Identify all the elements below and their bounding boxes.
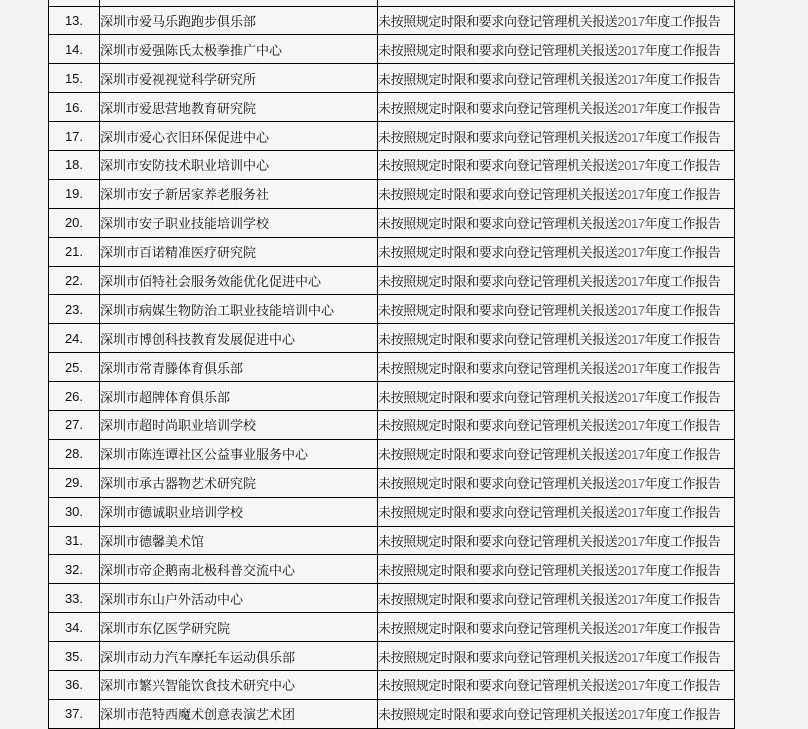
- table-row: [49, 584, 735, 613]
- reason-suffix: 年度工作报告: [644, 533, 721, 549]
- reason-prefix: 未按照规定时限和要求向登记管理机关报送: [378, 302, 618, 318]
- org-name: 深圳市范特西魔术创意表演艺术团: [100, 699, 378, 728]
- violation-reason: [378, 584, 735, 613]
- reason-prefix: 未按照规定时限和要求向登记管理机关报送: [378, 42, 618, 58]
- table-row: [49, 497, 735, 526]
- table-row: [49, 208, 735, 237]
- violation-reason: [378, 208, 735, 237]
- table-row: [49, 150, 735, 179]
- reason-year: 2017: [617, 42, 645, 58]
- reason-year: 2017: [617, 707, 645, 723]
- reason-suffix: 年度工作报告: [644, 591, 721, 607]
- row-number: 34.: [49, 613, 100, 642]
- violation-reason: [378, 237, 735, 266]
- reason-prefix: 未按照规定时限和要求向登记管理机关报送: [378, 620, 618, 636]
- reason-year: 2017: [617, 273, 645, 289]
- reason-year: 2017: [617, 71, 645, 87]
- violation-reason: [378, 179, 735, 208]
- reason-year: 2017: [617, 533, 645, 549]
- violation-reason: [378, 6, 735, 35]
- table-row: [49, 237, 735, 266]
- row-number: 25.: [49, 353, 100, 382]
- row-number: 27.: [49, 410, 100, 439]
- row-number: 17.: [49, 122, 100, 151]
- table-row: [49, 699, 735, 728]
- violation-reason: [378, 64, 735, 93]
- reason-year: 2017: [617, 562, 645, 578]
- reason-suffix: 年度工作报告: [644, 447, 721, 463]
- table-row: [49, 295, 735, 324]
- row-number: 20.: [49, 208, 100, 237]
- violation-reason: [378, 410, 735, 439]
- reason-suffix: 年度工作报告: [644, 71, 721, 87]
- violation-reason: [378, 35, 735, 64]
- org-name: 深圳市德诚职业培训学校: [100, 497, 378, 526]
- reason-suffix: 年度工作报告: [644, 620, 721, 636]
- reason-suffix: 年度工作报告: [644, 302, 721, 318]
- reason-prefix: 未按照规定时限和要求向登记管理机关报送: [378, 273, 618, 289]
- reason-prefix: 未按照规定时限和要求向登记管理机关报送: [378, 591, 618, 607]
- org-name: 深圳市爱马乐跑跑步俱乐部: [100, 6, 378, 35]
- reason-prefix: 未按照规定时限和要求向登记管理机关报送: [378, 505, 618, 521]
- org-name: 深圳市德馨美术馆: [100, 526, 378, 555]
- reason-suffix: 年度工作报告: [644, 216, 721, 232]
- reason-year: 2017: [617, 129, 645, 145]
- table-row: [49, 324, 735, 353]
- org-name: 深圳市常青滕体育俱乐部: [100, 353, 378, 382]
- org-name: 深圳市博创科技教育发展促进中心: [100, 324, 378, 353]
- row-number: 37.: [49, 699, 100, 728]
- reason-prefix: 未按照规定时限和要求向登记管理机关报送: [378, 389, 618, 405]
- table-row: [49, 382, 735, 411]
- table-row: [49, 555, 735, 584]
- reason-prefix: 未按照规定时限和要求向登记管理机关报送: [378, 245, 618, 261]
- org-name: 深圳市安子职业技能培训学校: [100, 208, 378, 237]
- table-body: [49, 0, 735, 728]
- violation-reason: [378, 295, 735, 324]
- reason-year: 2017: [617, 620, 645, 636]
- reason-year: 2017: [617, 158, 645, 174]
- violation-reason: [378, 468, 735, 497]
- row-number: 28.: [49, 439, 100, 468]
- table-row: [49, 122, 735, 151]
- reason-prefix: 未按照规定时限和要求向登记管理机关报送: [378, 71, 618, 87]
- reason-suffix: 年度工作报告: [644, 476, 721, 492]
- reason-prefix: 未按照规定时限和要求向登记管理机关报送: [378, 360, 618, 376]
- table-row: [49, 613, 735, 642]
- org-name: 深圳市繁兴智能饮食技术研究中心: [100, 670, 378, 699]
- reason-prefix: 未按照规定时限和要求向登记管理机关报送: [378, 476, 618, 492]
- reason-prefix: 未按照规定时限和要求向登记管理机关报送: [378, 649, 618, 665]
- row-number: 31.: [49, 526, 100, 555]
- row-number: 32.: [49, 555, 100, 584]
- violation-reason: [378, 526, 735, 555]
- org-name: 深圳市爱思营地教育研究院: [100, 93, 378, 122]
- reason-year: 2017: [617, 447, 645, 463]
- reason-year: 2017: [617, 216, 645, 232]
- row-number: 22.: [49, 266, 100, 295]
- row-number: 23.: [49, 295, 100, 324]
- table-row: [49, 6, 735, 35]
- violation-reason: [378, 93, 735, 122]
- table-row: [49, 468, 735, 497]
- reason-suffix: 年度工作报告: [644, 13, 721, 29]
- org-name: 深圳市超牌体育俱乐部: [100, 382, 378, 411]
- org-name: 深圳市东亿医学研究院: [100, 613, 378, 642]
- org-name: 深圳市百诺精准医疗研究院: [100, 237, 378, 266]
- table-row: [49, 526, 735, 555]
- row-number: 15.: [49, 64, 100, 93]
- table-row: [49, 353, 735, 382]
- reason-suffix: 年度工作报告: [644, 331, 721, 347]
- table-row: [49, 642, 735, 671]
- violation-reason: [378, 122, 735, 151]
- reason-year: 2017: [617, 245, 645, 261]
- reason-suffix: 年度工作报告: [644, 649, 721, 665]
- violation-reason: [378, 497, 735, 526]
- reason-prefix: 未按照规定时限和要求向登记管理机关报送: [378, 13, 618, 29]
- reason-suffix: 年度工作报告: [644, 273, 721, 289]
- reason-year: 2017: [617, 331, 645, 347]
- violation-reason: [378, 439, 735, 468]
- reason-suffix: 年度工作报告: [644, 100, 721, 116]
- org-name: 深圳市陈连谭社区公益事业服务中心: [100, 439, 378, 468]
- org-name: 深圳市安子新居家养老服务社: [100, 179, 378, 208]
- reason-year: 2017: [617, 476, 645, 492]
- table-row: [49, 410, 735, 439]
- org-name: 深圳市爱心衣旧环保促进中心: [100, 122, 378, 151]
- reason-suffix: 年度工作报告: [644, 187, 721, 203]
- reason-prefix: 未按照规定时限和要求向登记管理机关报送: [378, 100, 618, 116]
- reason-year: 2017: [617, 360, 645, 376]
- reason-prefix: 未按照规定时限和要求向登记管理机关报送: [378, 707, 618, 723]
- reason-year: 2017: [617, 418, 645, 434]
- table-row: [49, 179, 735, 208]
- table-row: [49, 93, 735, 122]
- reason-prefix: 未按照规定时限和要求向登记管理机关报送: [378, 187, 618, 203]
- violation-reason: [378, 382, 735, 411]
- reason-prefix: 未按照规定时限和要求向登记管理机关报送: [378, 418, 618, 434]
- reason-prefix: 未按照规定时限和要求向登记管理机关报送: [378, 331, 618, 347]
- page: [48, 0, 735, 729]
- reason-year: 2017: [617, 13, 645, 29]
- row-number: 19.: [49, 179, 100, 208]
- org-name: 深圳市超时尚职业培训学校: [100, 410, 378, 439]
- org-name: 深圳市东山户外活动中心: [100, 584, 378, 613]
- org-name: 深圳市爱视视觉科学研究所: [100, 64, 378, 93]
- row-number: 36.: [49, 670, 100, 699]
- violation-reason: [378, 555, 735, 584]
- reason-suffix: 年度工作报告: [644, 707, 721, 723]
- reason-year: 2017: [617, 505, 645, 521]
- org-name: 深圳市病媒生物防治工职业技能培训中心: [100, 295, 378, 324]
- reason-prefix: 未按照规定时限和要求向登记管理机关报送: [378, 447, 618, 463]
- row-number: 35.: [49, 642, 100, 671]
- row-number: 14.: [49, 35, 100, 64]
- reason-prefix: 未按照规定时限和要求向登记管理机关报送: [378, 129, 618, 145]
- row-number: 21.: [49, 237, 100, 266]
- reason-suffix: 年度工作报告: [644, 42, 721, 58]
- reason-year: 2017: [617, 591, 645, 607]
- reason-suffix: 年度工作报告: [644, 389, 721, 405]
- reason-year: 2017: [617, 389, 645, 405]
- violation-reason: [378, 670, 735, 699]
- table-row: [49, 266, 735, 295]
- row-number: 24.: [49, 324, 100, 353]
- reason-suffix: 年度工作报告: [644, 562, 721, 578]
- row-number: 18.: [49, 150, 100, 179]
- reason-prefix: 未按照规定时限和要求向登记管理机关报送: [378, 562, 618, 578]
- reason-suffix: 年度工作报告: [644, 418, 721, 434]
- reason-prefix: 未按照规定时限和要求向登记管理机关报送: [378, 216, 618, 232]
- table-row: [49, 64, 735, 93]
- annual-report-violation-table: [48, 0, 735, 729]
- reason-year: 2017: [617, 678, 645, 694]
- table-row: [49, 35, 735, 64]
- reason-suffix: 年度工作报告: [644, 158, 721, 174]
- violation-reason: [378, 353, 735, 382]
- reason-prefix: 未按照规定时限和要求向登记管理机关报送: [378, 678, 618, 694]
- org-name: 深圳市帝企鹅南北极科普交流中心: [100, 555, 378, 584]
- reason-year: 2017: [617, 100, 645, 116]
- row-number: 33.: [49, 584, 100, 613]
- org-name: 深圳市安防技术职业培训中心: [100, 150, 378, 179]
- reason-year: 2017: [617, 649, 645, 665]
- row-number: 16.: [49, 93, 100, 122]
- reason-year: 2017: [617, 302, 645, 318]
- row-number: 29.: [49, 468, 100, 497]
- row-number: 26.: [49, 382, 100, 411]
- reason-suffix: 年度工作报告: [644, 678, 721, 694]
- table-row: [49, 670, 735, 699]
- violation-reason: [378, 613, 735, 642]
- table-row: [49, 439, 735, 468]
- row-number: 13.: [49, 6, 100, 35]
- reason-suffix: 年度工作报告: [644, 360, 721, 376]
- org-name: 深圳市承古器物艺术研究院: [100, 468, 378, 497]
- violation-reason: [378, 324, 735, 353]
- org-name: 深圳市爱强陈氏太极拳推广中心: [100, 35, 378, 64]
- row-number: 30.: [49, 497, 100, 526]
- reason-suffix: 年度工作报告: [644, 505, 721, 521]
- reason-year: 2017: [617, 187, 645, 203]
- reason-prefix: 未按照规定时限和要求向登记管理机关报送: [378, 158, 618, 174]
- violation-reason: [378, 642, 735, 671]
- violation-reason: [378, 699, 735, 728]
- org-name: 深圳市佰特社会服务效能优化促进中心: [100, 266, 378, 295]
- reason-prefix: 未按照规定时限和要求向登记管理机关报送: [378, 533, 618, 549]
- violation-reason: [378, 150, 735, 179]
- reason-suffix: 年度工作报告: [644, 129, 721, 145]
- org-name: 深圳市动力汽车摩托车运动俱乐部: [100, 642, 378, 671]
- violation-reason: [378, 266, 735, 295]
- reason-suffix: 年度工作报告: [644, 245, 721, 261]
